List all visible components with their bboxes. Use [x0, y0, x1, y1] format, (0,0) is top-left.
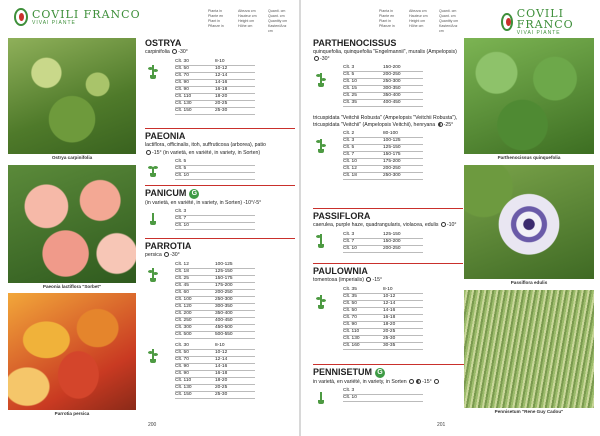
section-parrotia: [145, 238, 295, 399]
height-range: 20-25: [383, 328, 423, 335]
parrotia-title: PARROTIA: [145, 241, 192, 251]
parrotia-subtitle: persica -30°: [145, 252, 180, 258]
grass-badge-icon: G: [189, 189, 199, 199]
pot-size: Clt. 3: [343, 232, 383, 239]
paeonia-caption: Paeonia lactiflora "Sorbet": [42, 284, 102, 289]
pot-size: Clt. 3: [343, 388, 383, 395]
paeonia-size-table: [175, 159, 255, 180]
pot-size: Clt. 130: [175, 384, 215, 391]
size-row: [175, 72, 255, 79]
height-range: 200-250: [215, 289, 255, 296]
size-row: [175, 370, 255, 377]
passiflora-size-table: [343, 232, 423, 253]
height-range: 350-400: [383, 93, 423, 100]
pot-size: Clt. 5: [343, 145, 383, 152]
half-sun-icon: [438, 122, 443, 127]
height-range: 20-25: [215, 100, 255, 107]
size-row: [175, 223, 255, 230]
tree-icon: [148, 65, 158, 79]
pot-size: Clt. 15: [343, 86, 383, 93]
size-row: [175, 310, 255, 317]
size-row: [175, 349, 255, 356]
size-row: [343, 307, 423, 314]
pot-size: Clt. 60: [175, 289, 215, 296]
height-range: 14-16: [215, 363, 255, 370]
height-range: [215, 216, 255, 223]
legend-col-qty: Quanti. cm Quant. cm Quantity cm Kasten/Anz cm: [268, 9, 288, 33]
size-row: [175, 377, 255, 384]
height-range: 300-350: [215, 303, 255, 310]
size-row: [175, 317, 255, 324]
pot-size: Clt. 12: [175, 262, 215, 269]
pot-size: Clt. 160: [343, 342, 383, 349]
page-number: 200: [148, 422, 157, 428]
panicum-title: PANICUM G: [145, 188, 295, 199]
pot-size: Clt. 110: [175, 93, 215, 100]
sun-icon: [314, 56, 319, 61]
section-panicum: [145, 185, 295, 230]
height-range: 400-450: [383, 100, 423, 107]
left-page: [0, 0, 299, 436]
divider: [145, 185, 295, 186]
ostrya-size-table: [175, 59, 255, 115]
height-range: 300-350: [383, 86, 423, 93]
brand-logo: [14, 8, 141, 26]
size-row: [343, 388, 423, 395]
height-range: 18-20: [215, 93, 255, 100]
height-range: 16-18: [383, 314, 423, 321]
half-sun-icon: [416, 379, 421, 384]
sun-icon: [172, 49, 177, 54]
pot-size: Clt. 7: [343, 238, 383, 245]
height-range: [215, 173, 255, 180]
sun-icon: [409, 379, 414, 384]
pot-size: Clt. 5: [343, 72, 383, 79]
pot-size: Clt. 5: [175, 166, 215, 173]
height-range: 500-550: [215, 331, 255, 338]
page-number: 201: [437, 422, 446, 428]
pot-size: Clt. 300: [175, 324, 215, 331]
shrub-icon: [148, 163, 158, 177]
height-range: 150-175: [383, 152, 423, 159]
size-row: [343, 152, 423, 159]
size-row: [343, 173, 423, 180]
brand-logo: [501, 8, 600, 36]
size-row: [343, 300, 423, 307]
pennisetum-subtitle: in varietà, en variété, in variety, in Sorten -15°: [313, 379, 468, 386]
height-range: 16-18: [215, 370, 255, 377]
size-row: [343, 314, 423, 321]
sun-icon: [146, 150, 151, 155]
height-range: 8-10: [215, 59, 255, 66]
pot-size: Clt. 100: [175, 296, 215, 303]
height-range: 18-20: [383, 321, 423, 328]
brand-tagline: VIVAI PIANTE: [516, 30, 561, 36]
height-range: [215, 159, 255, 166]
height-range: 100-125: [215, 262, 255, 269]
pot-size: Clt. 90: [175, 370, 215, 377]
height-range: 200-250: [383, 245, 423, 252]
climber-icon: [316, 73, 326, 87]
height-range: [215, 209, 255, 216]
size-row: [175, 166, 255, 173]
parthenocissus-subtitle: quinquefolia, quinquefolia "Engelmannii", muralis (Ampelopsis) -30°: [313, 49, 457, 62]
pot-size: Clt. 30: [175, 343, 215, 350]
grass-icon: [148, 211, 158, 225]
height-range: 12-14: [215, 72, 255, 79]
size-row: [175, 343, 255, 350]
height-range: 150-200: [383, 65, 423, 72]
pennisetum-caption: Pennisetum "Rene Guy Cadou": [494, 409, 564, 414]
height-range: 12-14: [215, 356, 255, 363]
legend: [208, 9, 292, 34]
legend-col-height: Altezza cm Hauteur cm Height cm Höhe cm: [238, 9, 257, 28]
size-row: [175, 303, 255, 310]
pot-size: Clt. 7: [175, 216, 215, 223]
size-row: [175, 59, 255, 66]
size-row: [343, 321, 423, 328]
height-range: 450-500: [215, 324, 255, 331]
parthenocissus-caption: Parthenocissus quinquefolia: [497, 155, 561, 160]
height-range: 150-175: [215, 275, 255, 282]
pot-size: Clt. 90: [175, 363, 215, 370]
pot-size: Clt. 18: [343, 173, 383, 180]
parrotia-photo: [8, 293, 136, 410]
size-row: [175, 282, 255, 289]
grass-badge-icon: G: [375, 368, 385, 378]
ostrya-subtitle: carpinifolia -30°: [145, 49, 188, 55]
size-row: [343, 79, 423, 86]
parthenocissus-photo: [464, 38, 594, 154]
section-parthenocissus: [313, 38, 463, 180]
paulownia-subtitle: tomentosa (imperialis) -15°: [313, 277, 383, 283]
height-range: [383, 395, 423, 402]
size-row: [343, 86, 423, 93]
size-row: [343, 159, 423, 166]
divider: [313, 263, 463, 264]
pot-size: Clt. 150: [175, 107, 215, 114]
section-paeonia: [145, 128, 295, 180]
pot-size: Clt. 90: [343, 321, 383, 328]
height-range: 350-400: [215, 310, 255, 317]
parthenocissus-title: PARTHENOCISSUS: [313, 38, 397, 48]
size-row: [175, 268, 255, 275]
size-row: [175, 324, 255, 331]
height-range: 14-16: [215, 79, 255, 86]
sun-icon: [434, 379, 439, 384]
size-row: [175, 209, 255, 216]
height-range: 25-30: [215, 391, 255, 398]
parrotia-size-table: [175, 262, 255, 339]
pot-size: Clt. 110: [175, 377, 215, 384]
height-range: 10-12: [215, 349, 255, 356]
height-range: 16-18: [215, 86, 255, 93]
passiflora-title: PASSIFLORA: [313, 211, 371, 221]
paeonia-title: PAEONIA: [145, 131, 186, 141]
height-range: [215, 223, 255, 230]
size-row: [175, 356, 255, 363]
pot-size: Clt. 70: [343, 314, 383, 321]
height-range: 400-450: [215, 317, 255, 324]
size-row: [343, 145, 423, 152]
pot-size: Clt. 70: [175, 356, 215, 363]
tree-icon: [148, 349, 158, 363]
ostrya-caption: Ostrya carpinifolia: [51, 155, 93, 160]
pot-size: Clt. 10: [175, 173, 215, 180]
shrub-icon: [148, 268, 158, 282]
height-range: 25-30: [383, 335, 423, 342]
pot-size: Clt. 10: [175, 223, 215, 230]
pot-size: Clt. 50: [175, 65, 215, 72]
size-row: [343, 293, 423, 300]
size-row: [175, 262, 255, 269]
size-row: [343, 166, 423, 173]
size-row: [343, 245, 423, 252]
passiflora-caption: Passiflora edulis: [510, 280, 548, 285]
legend: [379, 9, 463, 34]
size-row: [343, 328, 423, 335]
pennisetum-title: PENNISETUM G: [313, 367, 468, 378]
pot-size: Clt. 35: [343, 287, 383, 294]
height-range: [215, 166, 255, 173]
divider: [313, 208, 463, 209]
pennisetum-size-table: [343, 388, 423, 402]
legend-col-pot: Pianta in Plante en Plant in Pflanze in: [379, 9, 395, 28]
tree-icon: [316, 295, 326, 309]
legend-col-qty: Quanti. cm Quant. cm Quantity cm Kasten/Anz cm: [439, 9, 459, 33]
pot-size: Clt. 90: [175, 86, 215, 93]
height-range: 250-300: [383, 79, 423, 86]
size-row: [175, 100, 255, 107]
pot-size: Clt. 3: [175, 209, 215, 216]
paeonia-subtitle2: -15° (in varietà, en variété, in variety, in Sorten): [145, 150, 295, 157]
size-row: [343, 131, 423, 138]
section-passiflora: [313, 208, 463, 253]
logo-icon: [14, 8, 28, 26]
pot-size: Clt. 50: [343, 307, 383, 314]
height-range: 8-10: [215, 343, 255, 350]
brand-tagline: VIVAI PIANTE: [32, 19, 76, 26]
height-range: 18-20: [215, 377, 255, 384]
climber-icon: [316, 234, 326, 248]
height-range: 8-10: [383, 287, 423, 294]
pot-size: Clt. 3: [343, 138, 383, 145]
section-ostrya: [145, 38, 293, 115]
grass-icon: [316, 390, 326, 404]
height-range: 200-250: [383, 166, 423, 173]
height-range: 30-35: [383, 342, 423, 349]
pot-size: Clt. 130: [343, 335, 383, 342]
pot-size: Clt. 50: [343, 300, 383, 307]
pot-size: Clt. 18: [175, 268, 215, 275]
parthenocissus-size-table-2: [343, 131, 423, 180]
size-row: [343, 138, 423, 145]
pot-size: Clt. 250: [175, 317, 215, 324]
pot-size: Clt. 70: [175, 72, 215, 79]
sun-icon: [366, 277, 371, 282]
pot-size: Clt. 200: [175, 310, 215, 317]
height-range: 150-200: [383, 238, 423, 245]
section-pennisetum: [313, 364, 468, 402]
size-row: [343, 232, 423, 239]
size-row: [175, 384, 255, 391]
right-page: [301, 0, 600, 436]
size-row: [175, 216, 255, 223]
parrotia-tree-size-table: [175, 343, 255, 399]
size-row: [175, 289, 255, 296]
height-range: 175-200: [383, 159, 423, 166]
height-range: 80-100: [383, 131, 423, 138]
height-range: 250-300: [383, 173, 423, 180]
divider: [313, 364, 468, 365]
panicum-subtitle: (in varietà, en variété, in variety, in Sorten) -10°/-5°: [145, 199, 262, 206]
size-row: [175, 363, 255, 370]
pot-size: Clt. 25: [175, 275, 215, 282]
size-row: [343, 93, 423, 100]
size-row: [175, 65, 255, 72]
height-range: 175-200: [215, 282, 255, 289]
brand-name: COVILI FRANCO: [32, 7, 141, 21]
divider: [145, 238, 295, 239]
size-row: [343, 335, 423, 342]
height-range: 200-250: [383, 72, 423, 79]
pot-size: Clt. 2: [343, 131, 383, 138]
size-row: [175, 159, 255, 166]
pot-size: Clt. 10: [343, 79, 383, 86]
logo-icon: [501, 13, 513, 31]
pot-size: Clt. 35: [343, 293, 383, 300]
pot-size: Clt. 90: [175, 79, 215, 86]
sun-icon: [441, 222, 446, 227]
pot-size: Clt. 50: [175, 349, 215, 356]
pot-size: Clt. 35: [343, 100, 383, 107]
climber-icon: [316, 139, 326, 153]
parthenocissus-size-table: [343, 65, 423, 107]
paeonia-photo: [8, 165, 136, 283]
size-row: [175, 331, 255, 338]
pot-size: Clt. 30: [175, 59, 215, 66]
height-range: 125-150: [383, 232, 423, 239]
height-range: 25-30: [215, 107, 255, 114]
height-range: 20-25: [215, 384, 255, 391]
height-range: 14-16: [383, 307, 423, 314]
pot-size: Clt. 12: [343, 166, 383, 173]
pot-size: Clt. 45: [175, 282, 215, 289]
paulownia-title: PAULOWNIA: [313, 266, 368, 276]
pennisetum-photo: [464, 290, 594, 408]
size-row: [175, 79, 255, 86]
pot-size: Clt. 130: [175, 100, 215, 107]
size-row: [343, 100, 423, 107]
parrotia-caption: Parrotia persica: [54, 411, 90, 416]
height-range: 10-12: [215, 65, 255, 72]
size-row: [175, 86, 255, 93]
passiflora-subtitle: caerulea, purple haze, quadrangularis, violacea, edulis -10°: [313, 222, 457, 228]
legend-col-pot: Pianta in Plante en Plant in Pflanze in: [208, 9, 224, 28]
size-row: [343, 72, 423, 79]
height-range: 125-150: [383, 145, 423, 152]
size-row: [175, 391, 255, 398]
ostrya-title: OSTRYA: [145, 38, 182, 48]
right-header: [301, 0, 600, 36]
divider: [145, 128, 295, 129]
size-row: [175, 93, 255, 100]
left-header: [0, 0, 299, 36]
paulownia-size-table: [343, 287, 423, 350]
size-row: [175, 296, 255, 303]
ostrya-photo: [8, 38, 136, 154]
pot-size: Clt. 10: [343, 395, 383, 402]
height-range: 100-125: [383, 138, 423, 145]
pot-size: Clt. 120: [175, 303, 215, 310]
size-row: [175, 173, 255, 180]
pot-size: Clt. 3: [343, 65, 383, 72]
height-range: 10-12: [383, 293, 423, 300]
height-range: 125-150: [215, 268, 255, 275]
size-row: [343, 65, 423, 72]
height-range: 12-14: [383, 300, 423, 307]
size-row: [343, 287, 423, 294]
pot-size: Clt. 10: [343, 159, 383, 166]
size-row: [343, 238, 423, 245]
pot-size: Clt. 5: [175, 159, 215, 166]
pot-size: Clt. 10: [343, 245, 383, 252]
size-row: [343, 342, 423, 349]
paeonia-subtitle: lactiflora, officinalis, itoh, suffruticosa (arborea), patio: [145, 142, 266, 148]
brand-name: COVILI FRANCO: [516, 7, 574, 31]
pot-size: Clt. 500: [175, 331, 215, 338]
pot-size: Clt. 150: [175, 391, 215, 398]
pot-size: Clt. 7: [343, 152, 383, 159]
size-row: [343, 395, 423, 402]
pot-size: Clt. 110: [343, 328, 383, 335]
passiflora-photo: [464, 165, 594, 279]
parthenocissus-subtitle2: tricuspidata "Veitchii Robusta" (Ampelopsis "Veitchii Robusta"), tricuspidata "Veitchii" (Ampelopsis Veitchii), henryana -25°: [313, 115, 458, 128]
size-row: [175, 275, 255, 282]
legend-col-height: Altezza cm Hauteur cm Height cm Höhe cm: [409, 9, 428, 28]
size-row: [175, 107, 255, 114]
section-paulownia: [313, 263, 463, 350]
sun-icon: [164, 252, 169, 257]
panicum-size-table: [175, 209, 255, 230]
pot-size: Clt. 25: [343, 93, 383, 100]
height-range: 250-300: [215, 296, 255, 303]
height-range: [383, 388, 423, 395]
